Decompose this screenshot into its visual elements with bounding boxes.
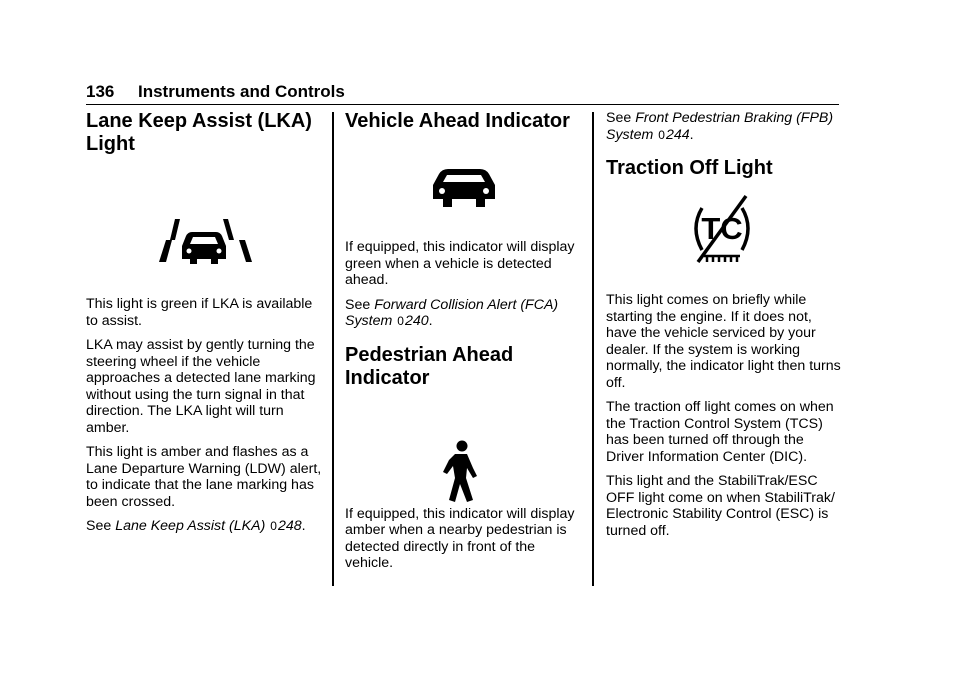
- ref-arrow-icon: 0: [397, 314, 404, 328]
- ref-arrow-icon: 0: [658, 127, 665, 142]
- lka-ref-page[interactable]: 248: [277, 518, 302, 534]
- lka-heading: Lane Keep Assist (LKA) Light: [86, 110, 312, 155]
- vehicle-ahead-paragraph: If equipped, this indicator will display green when a vehicle is detected ahead.: [345, 239, 575, 288]
- pedestrian-ahead-heading: Pedestrian Ahead Indicator: [345, 343, 514, 389]
- traction-off-heading: Traction Off Light: [606, 157, 773, 179]
- vehicle-ahead-icon: [345, 147, 583, 235]
- page-header: [86, 82, 839, 105]
- traction-off-icon: [606, 190, 842, 278]
- traction-paragraph-1: This light comes on briefly while starting the engine. If it does not, have the vehicle serviced by your dealer. If the system is working normally, the indicator light then turns off.: [606, 292, 841, 391]
- lka-paragraph-1: This light is green if LKA is available to assist.: [86, 296, 313, 329]
- column-divider: [332, 112, 334, 586]
- lka-see-reference: See Lane Keep Assist (LKA) 0248.: [86, 518, 306, 534]
- traction-paragraph-3: This light and the StabiliTrak/ESC OFF light come on when StabiliTrak/ Electronic Stability Control (ESC) is turned off.: [606, 473, 835, 539]
- lka-paragraph-2: LKA may assist by gently turning the steering wheel if the vehicle approaches a detected lane marking without using the turn signal in that direction. The LKA light will turn amber.: [86, 337, 316, 436]
- fpb-ref-page[interactable]: 244: [665, 126, 690, 143]
- fpb-see-reference: See Front Pedestrian Braking (FPB) System 0244.: [606, 110, 834, 143]
- vehicle-ahead-see-reference: See Forward Collision Alert (FCA) System 0240.: [345, 296, 559, 329]
- lka-icon: [86, 170, 324, 268]
- column-lka: [86, 110, 324, 535]
- traction-paragraph-2: The traction off light comes on when the Traction Control System (TCS) has been turned off through the Driver Information Center (DIC).: [606, 399, 834, 465]
- tc-label: TC: [701, 211, 743, 246]
- ref-arrow-icon: 0: [270, 519, 277, 533]
- column-traction: [606, 110, 842, 539]
- section-title: Instruments and Controls: [138, 82, 345, 101]
- lka-ref-link[interactable]: Lane Keep Assist (LKA): [115, 518, 266, 534]
- pedestrian-ahead-paragraph: If equipped, this indicator will display amber when a nearby pedestrian is detected directly in front of the vehicle.: [345, 505, 575, 571]
- fca-ref-page[interactable]: 240: [404, 313, 429, 329]
- lka-paragraph-3: This light is amber and flashes as a Lane Departure Warning (LDW) alert, to indicate that the lane marking has been crossed.: [86, 444, 322, 510]
- column-vehicle-pedestrian: [345, 110, 583, 572]
- pedestrian-ahead-icon: [345, 402, 583, 502]
- vehicle-ahead-heading: Vehicle Ahead Indicator: [345, 110, 570, 132]
- fca-ref-link[interactable]: Forward Collision Alert (FCA) System: [345, 296, 559, 329]
- page-number: 136: [86, 82, 115, 101]
- column-divider: [592, 112, 594, 586]
- fpb-ref-link[interactable]: Front Pedestrian Braking (FPB) System: [606, 110, 834, 143]
